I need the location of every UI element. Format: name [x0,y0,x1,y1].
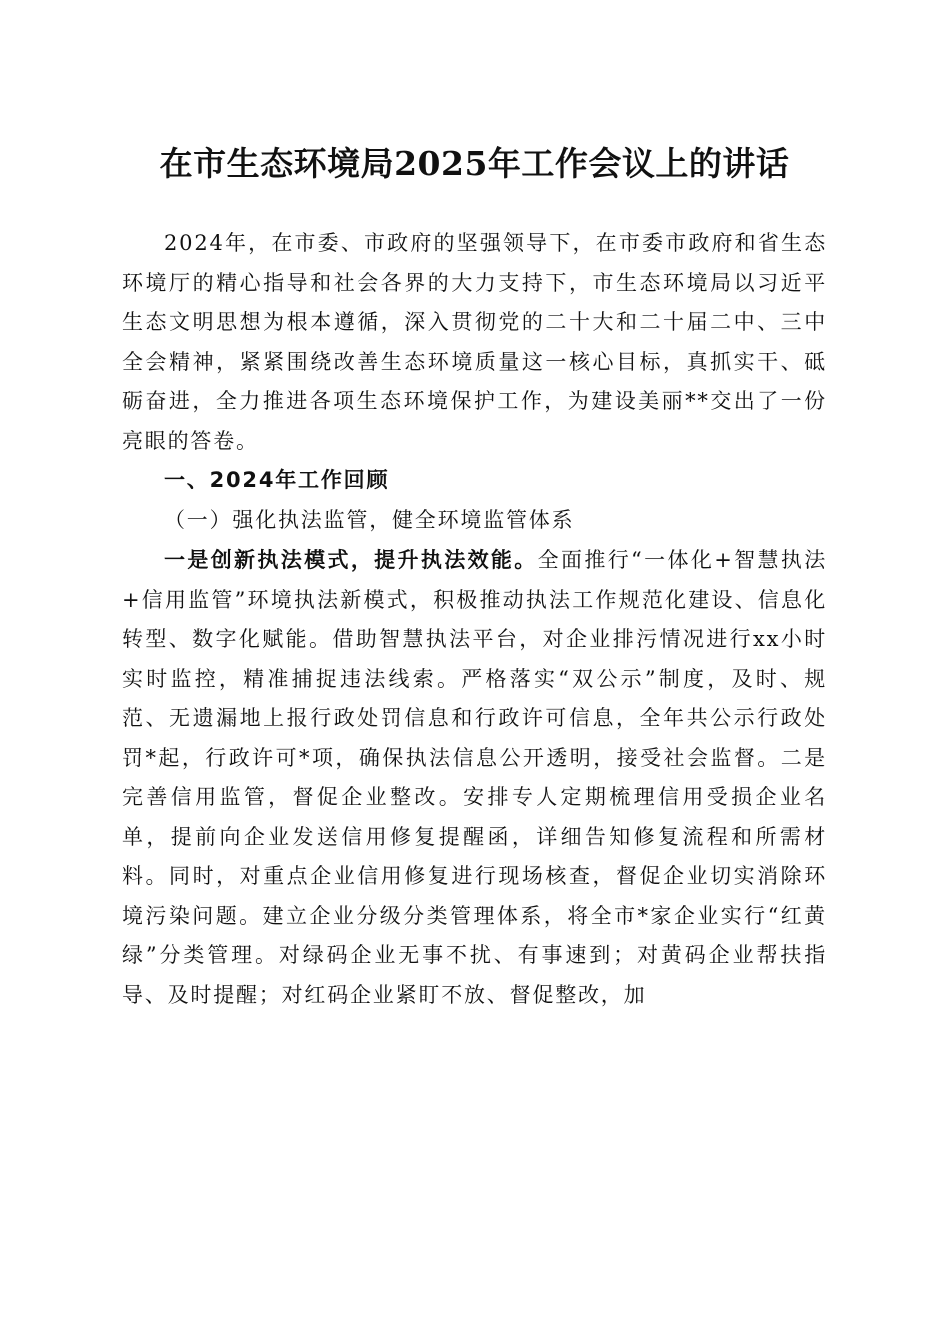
subsection-heading: （一）强化执法监管，健全环境监管体系 [164,507,575,532]
section-heading: 一、2024年工作回顾 [164,468,390,492]
intro-paragraph: 2024年，在市委、市政府的坚强领导下，在市委市政府和省生态环境厅的精心指导和社会各界的大力支持下，市生态环境局以习近平生态文明思想为根本遵循，深入贯彻党的二十大和二十届二中、三中全会精神，紧紧围绕改善生态环境质量这一核心目标，真抓实干、砥砺奋进，全力推进各项生态环境保护工作，为建设美丽**交出了一份亮眼的答卷。 [122,231,827,453]
document-body [122,224,827,1015]
body-paragraph [122,540,827,1015]
paragraph-lead: 一是创新执法模式，提升执法效能。 [164,547,538,572]
document-title: 在市生态环境局2025年工作会议上的讲话 [159,144,790,183]
paragraph-text: 全面推行“一体化+智慧执法+信用监管”环境执法新模式，积极推动执法工作规范化建设、信息化转型、数字化赋能。借助智慧执法平台，对企业排污情况进行xx小时实时监控，精准捕捉违法线索。严格落实“双公示”制度，及时、规范、无遗漏地上报行政处罚信息和行政许可信息，全年共公示行政处罚*起，行政许可*项，确保执法信息公开透明，接受社会监督。二是完善信用监管，督促企业整改。安排专人定期梳理信用受损企业名单，提前向企业发送信用修复提醒函，详细告知修复流程和所需材料。同时，对重点企业信用修复进行现场核查，督促企业切实消除环境污染问题。建立企业分级分类管理体系，将全市*家企业实行“红黄绿”分类管理。对绿码企业无事不扰、有事速到；对黄码企业帮扶指导、及时提醒；对红码企业紧盯不放、督促整改，加 [122,548,827,1007]
